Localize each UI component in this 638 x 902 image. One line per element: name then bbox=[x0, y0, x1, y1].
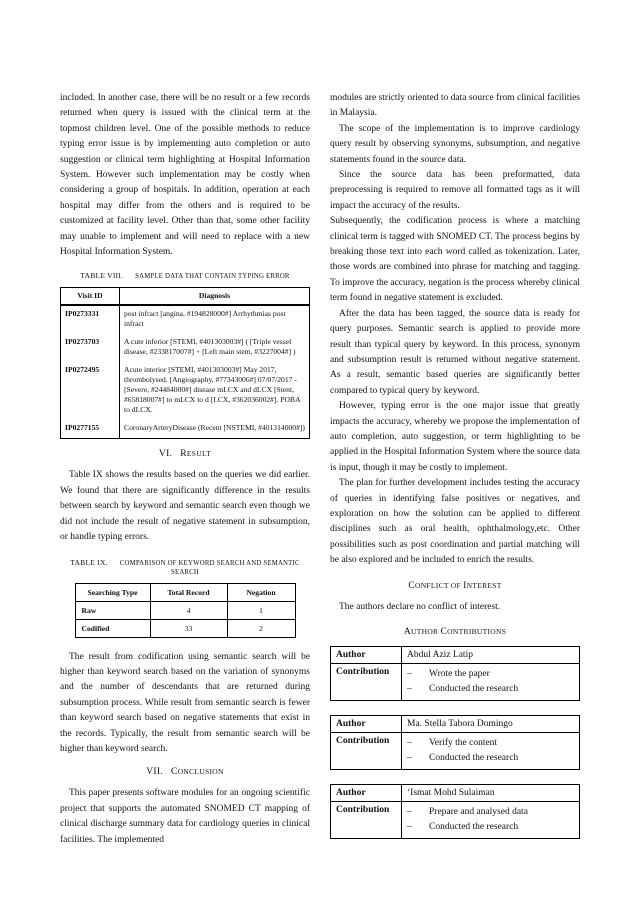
list-item: – Wrote the paper bbox=[407, 669, 490, 679]
section-heading-conflict: CONFLICT OF INTEREST bbox=[408, 580, 502, 591]
visit-id-cell: IP0273331 bbox=[61, 305, 120, 334]
table-header: Visit ID bbox=[61, 288, 120, 306]
paragraph: included. In another case, there will be no result or a few records returned when query is issued with the clinical term at the topmost children level. One of the possible methods to reduce typing error issue is by implementing auto completion or auto suggestion or clinical term highlighting at Hospital Information System. However such implementation may be costly when considering a group of hospitals. In addition, operation at each hospital may differ from the others and is required to be customized at facility level. Other than that, some other facility may unable to implement and will need to replace with a new Hospital Information System. bbox=[60, 93, 310, 258]
visit-id-cell: IP0277155 bbox=[61, 420, 120, 439]
author-table bbox=[330, 715, 580, 770]
author-name: Abdul Aziz Latip bbox=[402, 647, 580, 664]
paragraph: However, typing error is the one major issue that greatly impacts the accuracy, whereby we propose the implementation of auto completion, auto suggestion, or term highlighting to be applied in the Hospital Information System where the source data is input, though it may be costly to implement. bbox=[330, 401, 580, 473]
table-row bbox=[75, 601, 295, 619]
table-header: Total Record bbox=[150, 583, 227, 601]
paragraph: The authors declare no conflict of interest. bbox=[339, 601, 501, 612]
table-header: Diagnosis bbox=[120, 288, 310, 306]
section-heading-result: VI. RESULT bbox=[158, 449, 212, 460]
contribution-label: Contribution bbox=[331, 733, 402, 770]
author-label: Author bbox=[331, 716, 402, 733]
table-caption bbox=[60, 271, 310, 281]
list-item: – Conducted the research bbox=[407, 684, 519, 694]
diagnosis-cell: post infract [angina, #194828000#] Arrhythmias post infract bbox=[120, 305, 310, 334]
table-header: Negation bbox=[227, 583, 295, 601]
section-heading-contributions: AUTHOR CONTRIBUTIONS bbox=[403, 627, 507, 637]
list-item: – Prepare and analysed data bbox=[407, 807, 528, 817]
author-table bbox=[330, 784, 580, 839]
author-table bbox=[330, 646, 580, 701]
contribution-list bbox=[402, 733, 580, 770]
paragraph: modules are strictly oriented to data source from clinical facilities in Malaysia. bbox=[330, 93, 580, 119]
negation-cell: 1 bbox=[227, 601, 295, 619]
typing-error-table bbox=[60, 287, 310, 439]
paragraph: The scope of the implementation is to improve cardiology query result by observing synonyms, subsumption, and negative statements found in the source data. bbox=[330, 123, 580, 165]
table-header: Searching Type bbox=[75, 583, 150, 601]
total-record-cell: 33 bbox=[150, 619, 227, 637]
table-title: COMPARISON OF KEYWORD SEARCH AND SEMANTIC SEARCH bbox=[119, 559, 300, 576]
contribution-list bbox=[402, 664, 580, 701]
table-label: TABLE VIII. bbox=[80, 271, 124, 281]
right-column bbox=[330, 91, 580, 853]
section-heading-conclusion: VII. CONCLUSION bbox=[146, 767, 224, 778]
table-row bbox=[61, 420, 310, 439]
total-record-cell: 4 bbox=[150, 601, 227, 619]
paragraph: Subsequently, the codification process is where a matching clinical term is tagged with SNOMED CT. The process begins by breaking those text into each word called as tokenization. Later, those words are combined into phrase for matching and tagging. To improve the accuracy, negation is the process whereby clinical term found in negative statement is excluded. bbox=[330, 216, 580, 304]
search-type-cell: Codified bbox=[75, 619, 150, 637]
author-label: Author bbox=[331, 785, 402, 802]
author-label: Author bbox=[331, 647, 402, 664]
search-type-cell: Raw bbox=[75, 601, 150, 619]
author-name: Ma. Stella Tabora Domingo bbox=[402, 716, 580, 733]
diagnosis-cell: CoronaryArteryDisease (Recent [NSTEMI, #401314000#]) bbox=[120, 420, 310, 439]
paragraph: Table IX shows the results based on the queries we did earlier. We found that there are significantly difference in the results between search by keyword and semantic search even though we did not include the result of negative statement in subsumption, or handle typing errors. bbox=[60, 470, 310, 543]
comparison-table bbox=[75, 583, 296, 638]
paragraph: The plan for further development includes testing the accuracy of queries in identifying false positives or negatives, and exploration on how the solution can be applied to different disciplines such as oral health, ophthalmology,etc. Other possibilities such as post coordination and partial matching will be also explored and be included to enrich the results. bbox=[330, 478, 580, 566]
diagnosis-cell: Acute interior [STEMI, #401303003#] May 2017, thrombolysed. [Angiography, #77343006#] 07/07/2017 - [Severe, #24484000#] disease mLCX and dLCX [Stent, #65818007#] to mLCX to d [LCX, #362036002#]. POBA to dLCX. bbox=[120, 362, 310, 420]
table-label: TABLE IX. bbox=[70, 557, 108, 567]
author-name: ‘Ismat Mohd Sulaiman bbox=[402, 785, 580, 802]
table-row bbox=[61, 362, 310, 420]
paragraph: This paper presents software modules for an ongoing scientific project that supports the automated SNOMED CT mapping of clinical discharge summary data for cardiology queries in clinical facilities. The implemented bbox=[60, 788, 310, 845]
table-caption bbox=[60, 558, 310, 577]
diagnosis-cell: A cute inferior [STEMI, #401303003#] ( [Triple vessel disease, #233817007#] + [Left main stem, #3227004#] ) bbox=[120, 334, 310, 362]
paragraph: Since the source data has been preformatted, data preprocessing is required to remove all formatted tags as it will impact the accuracy of the results. bbox=[330, 170, 580, 211]
contribution-label: Contribution bbox=[331, 802, 402, 839]
table-row bbox=[75, 619, 295, 637]
negation-cell: 2 bbox=[227, 619, 295, 637]
list-item: – Verify the content bbox=[407, 738, 498, 748]
table-title: SAMPLE DATA THAT CONTAIN TYPING ERROR bbox=[135, 273, 290, 281]
list-item: – Conducted the research bbox=[407, 822, 519, 832]
contribution-list bbox=[402, 802, 580, 839]
table-row bbox=[61, 305, 310, 334]
contribution-label: Contribution bbox=[331, 664, 402, 701]
paragraph: The result from codification using semantic search will be higher than keyword search based on the variation of synonyms and the number of descendants that are returned during subsumption process. While result from semantic search is fewer than keyword search based on negative statements that exist in the records. Typically, the result from semantic search will be higher than keyword search. bbox=[60, 651, 310, 754]
visit-id-cell: IP0273703 bbox=[61, 334, 120, 362]
table-row bbox=[61, 334, 310, 362]
left-column bbox=[60, 91, 310, 848]
visit-id-cell: IP0272495 bbox=[61, 362, 120, 420]
list-item: – Conducted the research bbox=[407, 753, 519, 763]
paragraph: After the data has been tagged, the source data is ready for query purposes. Semantic search is applied to provide more result than typical query by keyword. In this process, synonym and subsumption result is returned without negative statement. As a result, semantic based queries are significantly better compared to typical query by keyword. bbox=[330, 308, 580, 396]
